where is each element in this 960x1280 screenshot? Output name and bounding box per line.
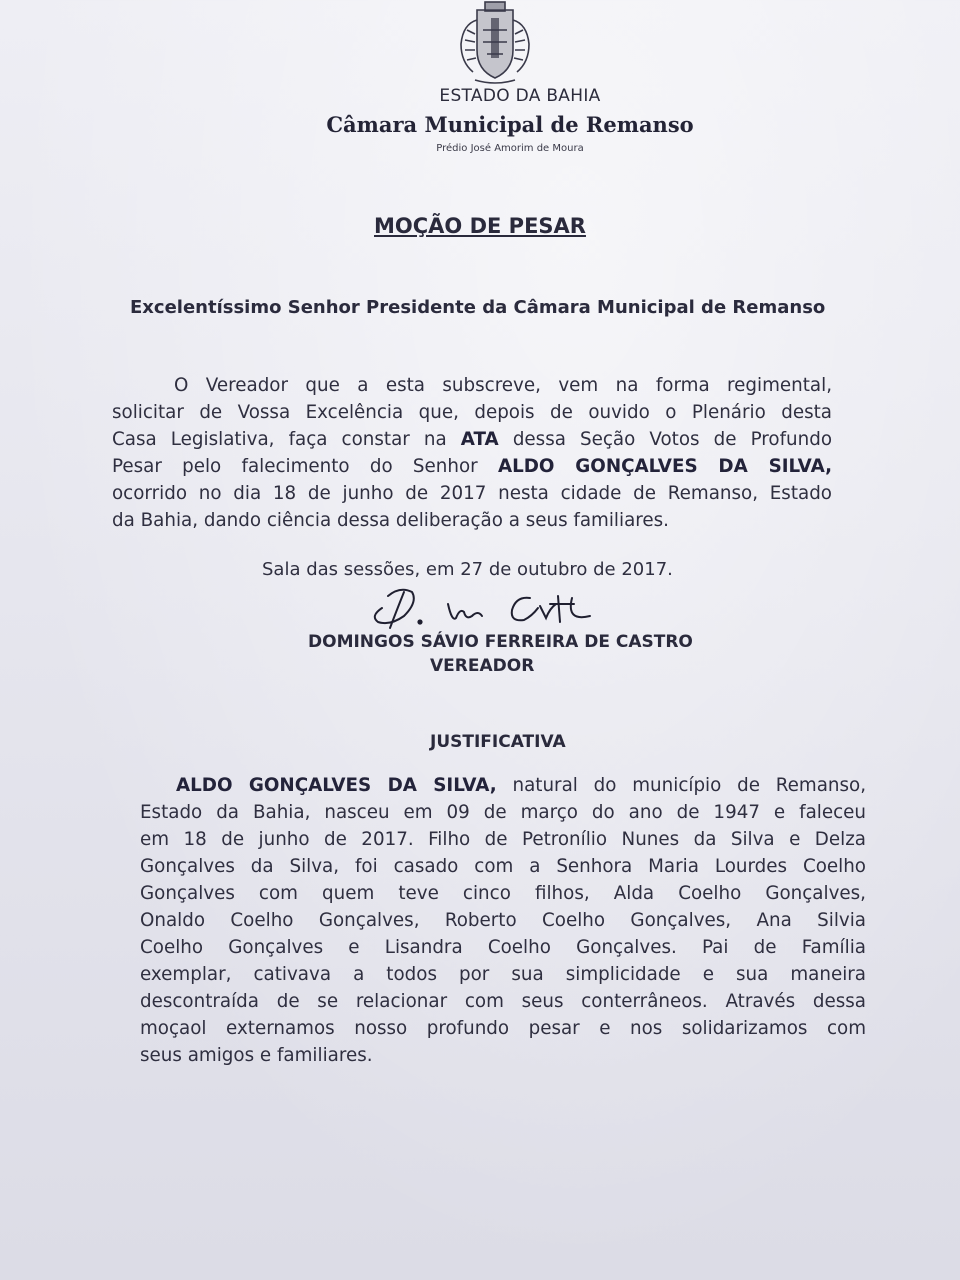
justification-line: Onaldo Coelho Gonçalves, Roberto Coelho Gonçalves, Ana Silvia [140,910,866,931]
justification-title: JUSTIFICATIVA [430,732,566,752]
justification-line: moçaol externamos nosso profundo pesar e nos solidarizamos com [140,1018,866,1039]
signer-name: DOMINGOS SÁVIO FERREIRA DE CASTRO [308,632,693,652]
motion-line: Pesar pelo falecimento do Senhor ALDO GONÇALVES DA SILVA, [112,456,833,477]
motion-line: solicitar de Vossa Excelência que, depois de ouvido o Plenário desta [112,402,832,423]
header-state: ESTADO DA BAHIA [439,86,601,106]
coat-of-arms-icon [455,0,535,84]
document-title: MOÇÃO DE PESAR [374,214,586,238]
deceased-name: ALDO GONÇALVES DA SILVA, [497,456,833,477]
salutation: Excelentíssimo Senhor Presidente da Câmara Municipal de Remanso [130,297,826,318]
justification-line: Gonçalves com quem teve cinco filhos, Alda Coelho Gonçalves, [140,883,866,904]
deceased-name-justification: ALDO GONÇALVES DA SILVA, [176,775,497,796]
header-building: Prédio José Amorim de Moura [436,143,584,154]
justification-line: em 18 de junho de 2017. Filho de Petronílio Nunes da Silva e Delza [140,829,866,850]
motion-line: da Bahia, dando ciência dessa deliberação a seus familiares. [112,510,669,531]
justification-line: Coelho Gonçalves e Lisandra Coelho Gonçalves. Pai de Família [140,937,866,958]
justification-paragraph [140,772,866,1069]
justification-line: exemplar, cativava a todos por sua simplicidade e sua maneira [140,964,866,985]
header-institution: Câmara Municipal de Remanso [326,112,694,137]
motion-paragraph [112,372,832,534]
justification-line: Estado da Bahia, nasceu em 09 de março do ano de 1947 e faleceu [140,802,866,823]
signer-role: VEREADOR [430,656,535,676]
justification-line: seus amigos e familiares. [140,1045,373,1066]
closing-date-line: Sala das sessões, em 27 de outubro de 2017. [262,559,673,580]
motion-line: O Vereador que a esta subscreve, vem na forma regimental, [174,375,832,396]
justification-line: Gonçalves da Silva, foi casado com a Senhora Maria Lourdes Coelho [140,856,866,877]
ata-emphasis: ATA [460,429,499,450]
justification-line: descontraída de se relacionar com seus conterrâneos. Através dessa [140,991,866,1012]
justification-line: ALDO GONÇALVES DA SILVA, natural do município de Remanso, [176,775,867,796]
motion-line: ocorrido no dia 18 de junho de 2017 nesta cidade de Remanso, Estado [112,483,832,504]
motion-line: Casa Legislativa, faça constar na ATA dessa Seção Votos de Profundo [112,429,833,450]
